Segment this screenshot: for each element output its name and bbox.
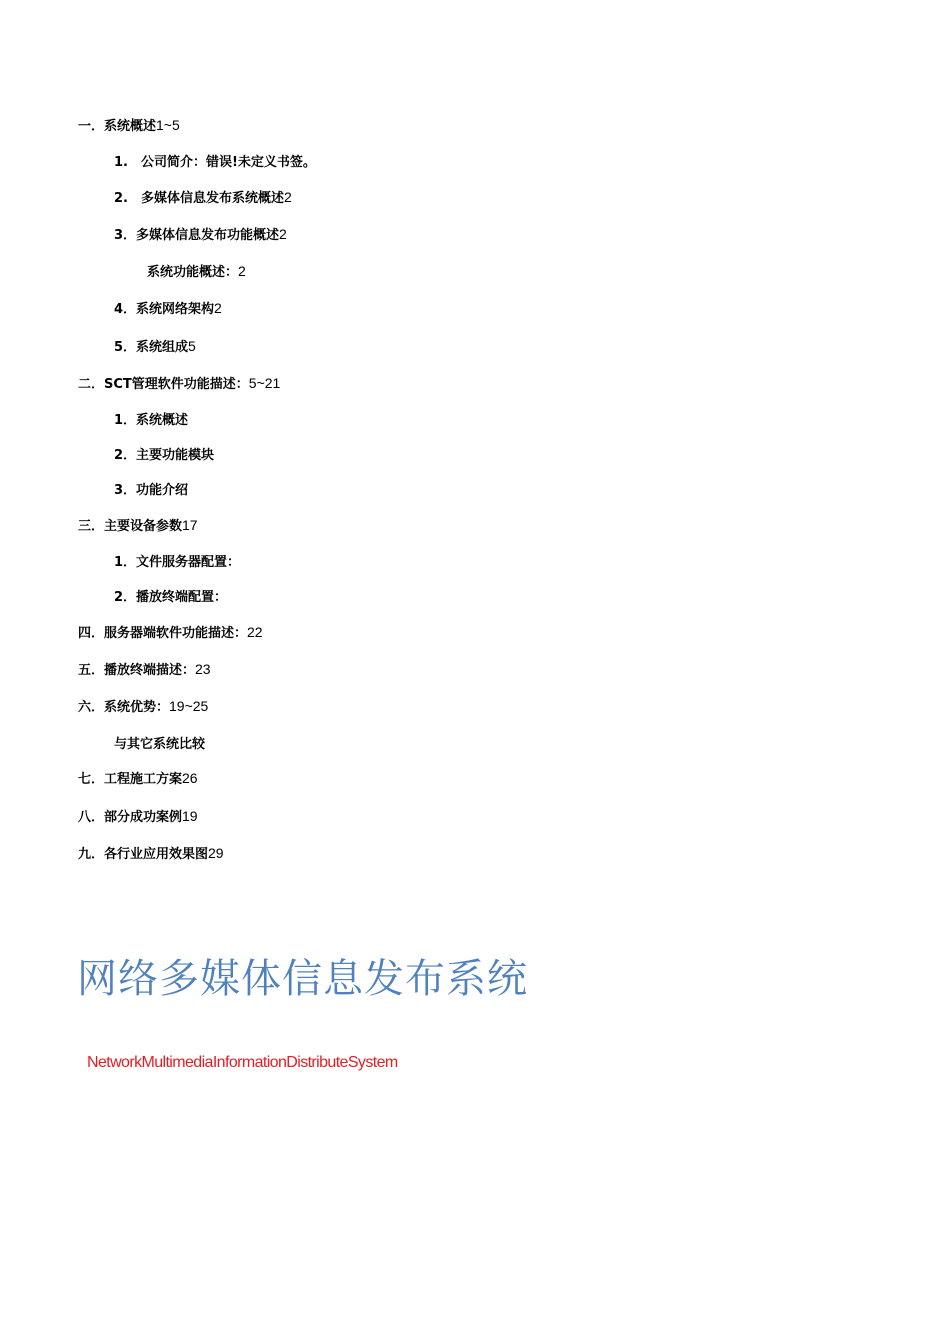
toc-item	[78, 698, 208, 716]
toc-item-text: 八．部分成功案例	[78, 810, 183, 825]
toc-item-text: 2. 多媒体信息发布系统概述	[114, 191, 284, 206]
toc-item-page: 17	[182, 517, 198, 533]
toc-item	[114, 300, 222, 318]
toc-item	[78, 624, 263, 642]
toc-item	[78, 117, 180, 135]
toc-item-text: 1．文件服务器配置：	[114, 555, 241, 570]
document-title: 网络多媒体信息发布系统	[77, 956, 528, 1002]
toc-item-text: 3．多媒体信息发布功能概述	[114, 228, 280, 243]
toc-item-page: 23	[195, 661, 211, 677]
toc-item-text: 二．SCT管理软件功能描述：	[78, 377, 249, 392]
toc-item	[78, 375, 280, 393]
toc-item-text: 5．系统组成	[114, 340, 189, 355]
toc-item-text: 与其它系统比较	[114, 737, 206, 752]
toc-item-page: 2	[238, 263, 246, 279]
toc-item	[114, 446, 214, 464]
toc-item	[78, 845, 224, 863]
toc-item	[114, 481, 188, 499]
toc-item-text: 六．系统优势：	[78, 700, 170, 715]
toc-item-text: 一．系统概述	[78, 119, 157, 134]
toc-item-page: 19	[182, 808, 198, 824]
toc-item	[114, 411, 188, 429]
toc-item-page: 19~25	[169, 698, 209, 714]
toc-item-page: 5~21	[248, 375, 281, 391]
toc-item-text: 九．各行业应用效果图	[78, 847, 209, 862]
toc-item	[78, 770, 198, 788]
toc-item-page: 2	[283, 189, 292, 205]
toc-item	[78, 517, 198, 535]
toc-item	[114, 553, 240, 571]
toc-item	[114, 189, 292, 207]
document-subtitle: NetworkMultimediaInformationDistributeSystem	[87, 1054, 398, 1071]
toc-item-page: 29	[208, 845, 224, 861]
toc-item-text: 五．播放终端描述：	[78, 663, 196, 678]
toc-item-page: 1~5	[156, 117, 180, 133]
toc-item-page: 2	[214, 300, 222, 316]
toc-item	[114, 735, 205, 753]
toc-item-page: 22	[247, 624, 263, 640]
toc-item-page: 5	[188, 338, 196, 354]
toc-item	[78, 661, 211, 679]
toc-item	[114, 588, 227, 606]
toc-item-text: 3．功能介绍	[114, 483, 189, 498]
toc-item	[114, 226, 287, 244]
toc-item-text: 四．服务器端软件功能描述：	[78, 626, 248, 641]
toc-item-text: 三．主要设备参数	[78, 519, 183, 534]
toc-item-text: 七．工程施工方案	[78, 772, 183, 787]
toc-item-text: 系统功能概述：	[147, 265, 239, 280]
toc-item-text: 1．系统概述	[114, 413, 189, 428]
toc-item	[114, 338, 196, 356]
toc-item	[114, 153, 316, 171]
toc-item-page: 2	[279, 226, 287, 242]
toc-item	[147, 263, 246, 281]
toc-item-text: 4．系统网络架构	[114, 302, 215, 317]
toc-item-page: 26	[182, 770, 198, 786]
toc-item-text: 1. 公司简介：错误!未定义书签。	[114, 155, 316, 170]
toc-item-text: 2．播放终端配置：	[114, 590, 228, 605]
toc-item	[78, 808, 198, 826]
toc-item-text: 2．主要功能模块	[114, 448, 215, 463]
